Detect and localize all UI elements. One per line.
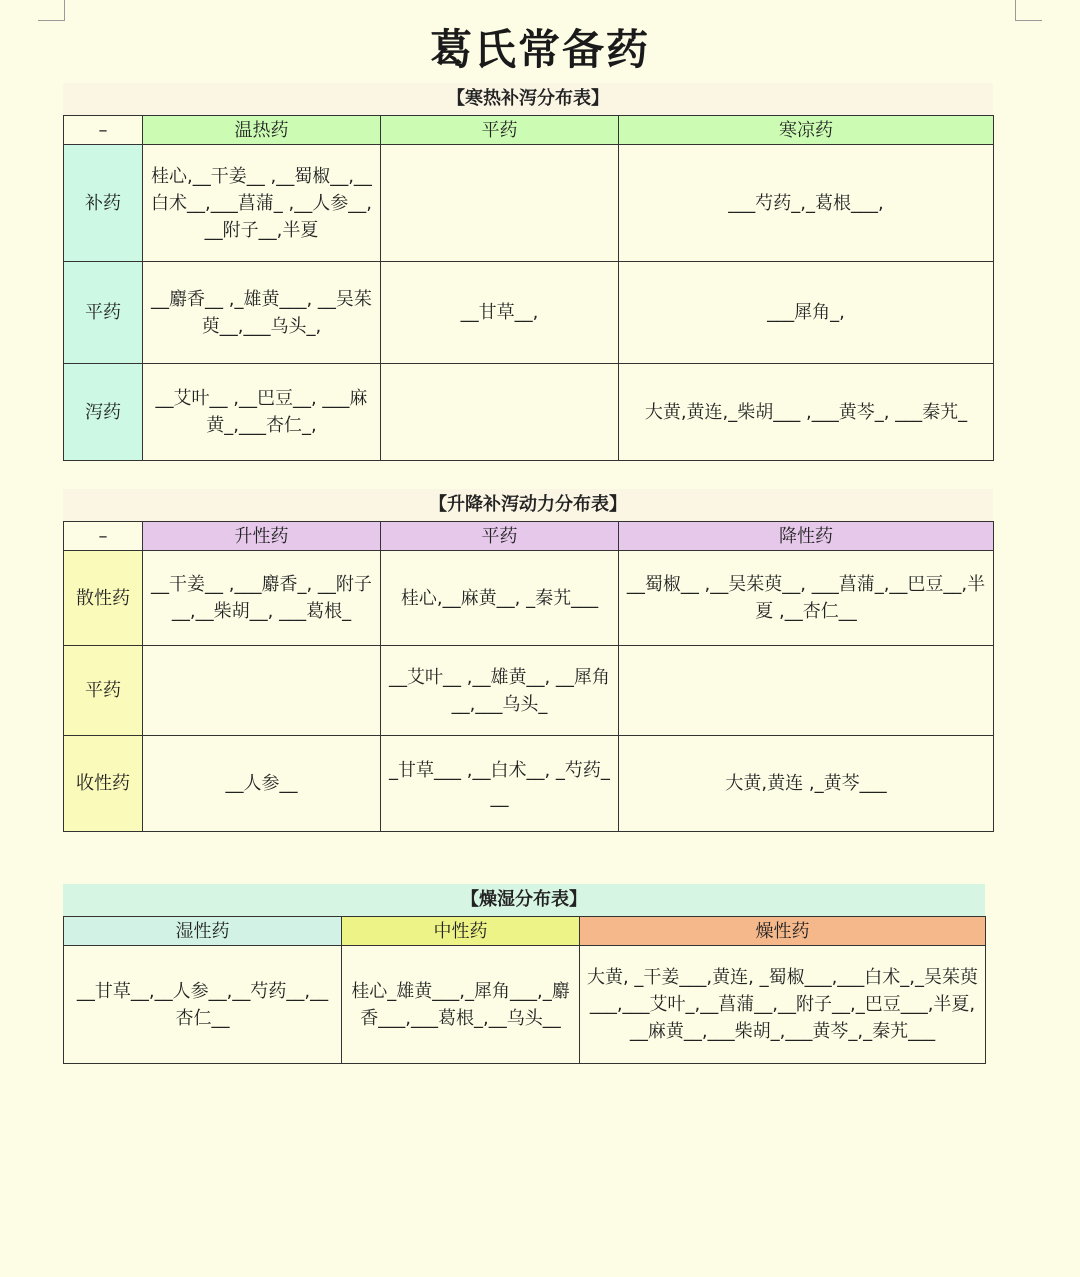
table-cell: ___芍药_,_葛根___, [619, 145, 994, 262]
column-header-neutral: 平药 [381, 522, 619, 551]
table-cell: __艾叶__ ,__巴豆__, ___麻黄_,___杏仁_, [143, 364, 381, 461]
table-cell: 桂心,__麻黄__, _秦艽___ [381, 551, 619, 646]
table-cell: __人参__ [143, 736, 381, 832]
row-header-neutral: 平药 [64, 646, 143, 736]
table-cell: __艾叶__ ,__雄黄__, __犀角__,___乌头_ [381, 646, 619, 736]
table-row [64, 946, 986, 1064]
table-cell: _甘草___ ,__白术__, _芍药___ [381, 736, 619, 832]
corner-cell: – [64, 522, 143, 551]
cold-heat-table-block [63, 83, 993, 461]
table-cell: 桂心,__干姜__ ,__蜀椒__,__白术__,___菖蒲_ ,__人参__,__附子__,半夏 [143, 145, 381, 262]
table-header-row [64, 116, 994, 145]
column-header-neutral: 平药 [381, 116, 619, 145]
table-header-row [64, 522, 994, 551]
ascend-descend-table-caption: 【升降补泻动力分布表】 [63, 489, 993, 521]
table-row [64, 736, 994, 832]
table-cell [619, 646, 994, 736]
table-cell: __甘草__, [381, 262, 619, 364]
row-header-astringent: 收性药 [64, 736, 143, 832]
table-cell: ___犀角_, [619, 262, 994, 364]
dry-damp-table-block [63, 884, 985, 1064]
table-cell: 大黄, _干姜___,黄连, _蜀椒___,___白术_,_吴茱萸___,___艾叶_,__菖蒲__,__附子__,_巴豆___,半夏, __麻黄__,___柴胡_,___黄芩_,_秦艽___ [580, 946, 986, 1064]
dry-damp-table [63, 916, 986, 1064]
page-title: 葛氏常备药 [429, 25, 650, 74]
row-header-neutral: 平药 [64, 262, 143, 364]
table-cell [381, 145, 619, 262]
column-header-neutral: 中性药 [342, 917, 580, 946]
table-cell [381, 364, 619, 461]
table-cell: 大黄,黄连,_柴胡___ ,___黄芩_, ___秦艽_ [619, 364, 994, 461]
table-header-row [64, 917, 986, 946]
table-cell: __甘草__,__人参__,__芍药__,__杏仁__ [64, 946, 342, 1064]
table-cell: __蜀椒__ ,__吴茱萸__, ___菖蒲_,__巴豆__,半夏 ,__杏仁__ [619, 551, 994, 646]
table-cell: __麝香__ ,_雄黄___, __吴茱萸__,___乌头_, [143, 262, 381, 364]
row-header-purge: 泻药 [64, 364, 143, 461]
corner-cell: – [64, 116, 143, 145]
crop-mark-top-right [1015, 0, 1042, 21]
table-row [64, 262, 994, 364]
crop-mark-top-left [38, 0, 65, 21]
column-header-ascending: 升性药 [143, 522, 381, 551]
table-row [64, 646, 994, 736]
row-header-dispersing: 散性药 [64, 551, 143, 646]
table-cell: 桂心_雄黄___,_犀角___,_麝香___,___葛根_,__乌头__ [342, 946, 580, 1064]
column-header-dry: 燥性药 [580, 917, 986, 946]
table-row [64, 145, 994, 262]
column-header-descending: 降性药 [619, 522, 994, 551]
dry-damp-table-caption: 【燥湿分布表】 [63, 884, 985, 916]
table-cell [143, 646, 381, 736]
table-cell: __干姜__ ,___麝香_, __附子__,__柴胡__, ___葛根_ [143, 551, 381, 646]
table-row [64, 551, 994, 646]
table-cell: 大黄,黄连 ,_黄芩___ [619, 736, 994, 832]
column-header-warm-hot: 温热药 [143, 116, 381, 145]
column-header-damp: 湿性药 [64, 917, 342, 946]
row-header-tonic: 补药 [64, 145, 143, 262]
cold-heat-table [63, 115, 994, 461]
cold-heat-table-caption: 【寒热补泻分布表】 [63, 83, 993, 115]
ascend-descend-table-block [63, 489, 993, 832]
table-row [64, 364, 994, 461]
column-header-cold-cool: 寒凉药 [619, 116, 994, 145]
ascend-descend-table [63, 521, 994, 832]
